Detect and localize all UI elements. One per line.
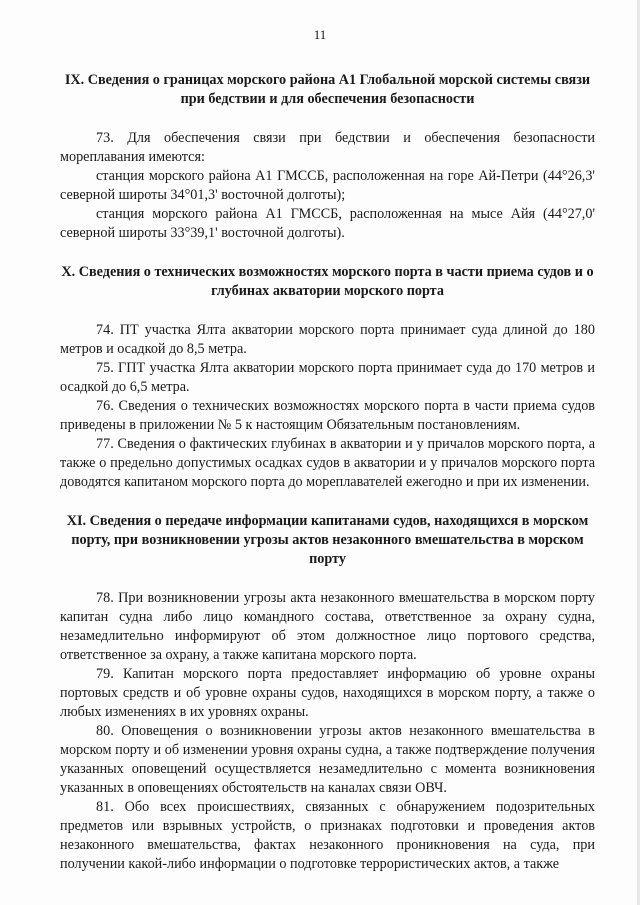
page-number: 11: [313, 27, 327, 42]
paragraph: 77. Сведения о фактических глубинах в акватории и у причалов морского порта, а также о предельно допустимых осадках судов в акватории и у причалов морского порта доводятся капитаном морского порта до мореплавателей ежегодно и при их изменении.: [60, 436, 595, 490]
section-ix: [60, 71, 595, 243]
paragraph: 79. Капитан морского порта предоставляет информацию об уровне охраны портовых средств и об уровне охраны судов, находящихся в морском порту, а также о любых изменениях в их уровнях охраны.: [60, 666, 595, 720]
paragraph: 78. При возникновении угрозы акта незаконного вмешательства в морском порту капитан судна либо лицо командного состава, ответственное за охрану судна, незамедлительно информируют об этом должностное лицо портового средства, ответственное за охрану, а также капитана морского порта.: [60, 590, 595, 663]
section-heading: XI. Сведения о передаче информации капитанами судов, находящихся в морском порту, при возникновении угрозы актов незаконного вмешательства в морском порту: [66, 513, 589, 567]
section-heading: IX. Сведения о границах морского района А1 Глобальной морской системы связи при бедствии и для обеспечения безопасности: [64, 72, 591, 107]
section-x: [60, 263, 595, 492]
paragraph: 75. ГПТ участка Ялта акватории морского порта принимает суда до 170 метров и осадкой до 6,5 метра.: [60, 360, 595, 395]
paragraph: 81. Обо всех происшествиях, связанных с обнаружением подозрительных предметов или взрывных устройств, о признаках подготовки и проведения актов незаконного вмешательства, фактах незаконного проникновения на суда, при получении какой-либо информации о подготовке террористических актов, а также: [60, 799, 595, 872]
paragraph: 80. Оповещения о возникновении угрозы актов незаконного вмешательства в морском порту и об изменении уровня охраны судна, а также подтверждение получения указанных оповещений осуществляется незамедлительно с момента возникновения указанных в оповещениях обстоятельств на каналах связи ОВЧ.: [60, 723, 595, 796]
paragraph: станция морского района А1 ГМССБ, расположенная на мысе Айя (44°27,0' северной широты 33°39,1' восточной долготы).: [60, 206, 595, 241]
section-heading: X. Сведения о технических возможностях морского порта в части приема судов и о глубинах акватории морского порта: [61, 264, 594, 299]
document-body: [60, 71, 595, 894]
paragraph: 73. Для обеспечения связи при бедствии и обеспечения безопасности мореплавания имеются:: [60, 130, 595, 165]
paragraph: станция морского района А1 ГМССБ, расположенная на горе Ай-Петри (44°26,3' северной широты 34°01,3' восточной долготы);: [60, 168, 595, 203]
section-xi: [60, 512, 595, 874]
paragraph: 76. Сведения о технических возможностях морского порта в части приема судов приведены в приложении № 5 к настоящим Обязательным постановлениям.: [60, 398, 595, 433]
paragraph: 74. ПТ участка Ялта акватории морского порта принимает суда длиной до 180 метров и осадкой до 8,5 метра.: [60, 322, 595, 357]
